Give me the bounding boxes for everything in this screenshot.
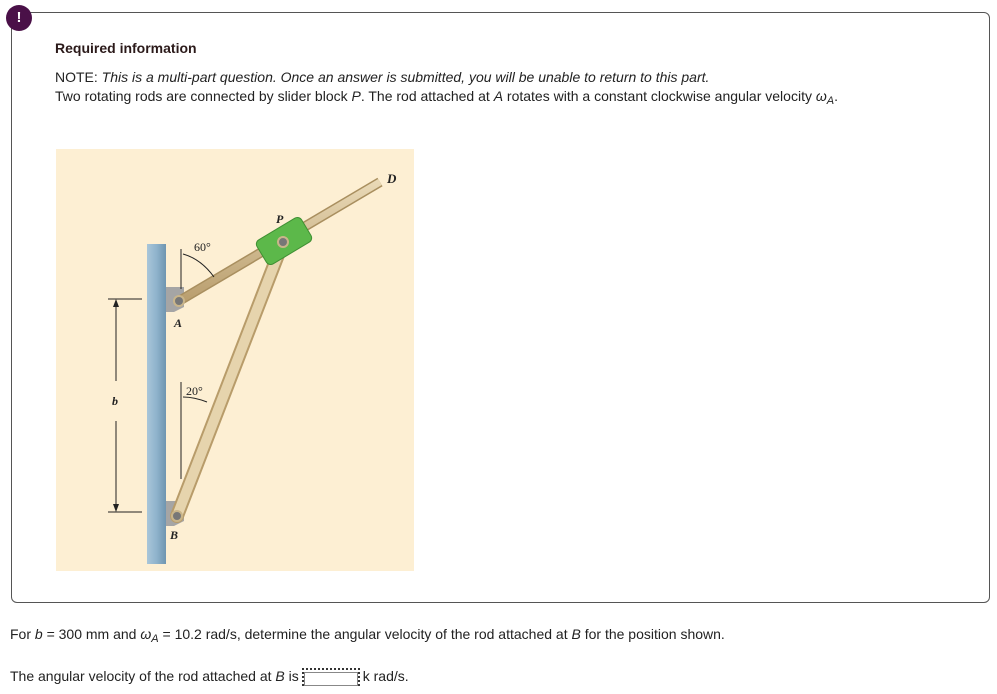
question-text — [10, 626, 725, 645]
angular-velocity-input[interactable] — [304, 672, 358, 686]
label-A: A — [174, 316, 183, 330]
var-B: B — [275, 668, 285, 684]
answer-input-wrapper — [302, 668, 360, 686]
note-italic: This is a multi-part question. Once an answer is submitted, you will be unable to return to this part. — [101, 69, 710, 85]
problem-description — [55, 87, 915, 111]
answer-unit: k rad/s. — [362, 668, 409, 684]
mechanism-diagram — [56, 149, 414, 571]
desc-text: Two rotating rods are connected by slider block — [55, 88, 352, 104]
omega-subscript: A — [151, 633, 159, 645]
answer-line — [10, 668, 409, 686]
note-prefix: NOTE: — [55, 69, 102, 85]
omega-symbol: ω — [815, 88, 827, 104]
label-D: D — [387, 171, 397, 186]
omega-subscript: A — [826, 95, 835, 107]
desc-text: . The rod attached at — [360, 88, 494, 104]
desc-text: . — [834, 88, 838, 104]
var-A: A — [493, 88, 504, 104]
omega-symbol: ω — [140, 626, 152, 642]
alert-icon: ! — [6, 5, 32, 31]
label-P: P — [276, 212, 284, 226]
pin-P — [278, 237, 288, 247]
angle-20: 20° — [186, 384, 203, 398]
pin-B — [172, 511, 182, 521]
var-B: B — [571, 626, 581, 642]
var-b: b — [34, 626, 43, 642]
answer-text: is — [284, 668, 299, 684]
label-b: b — [112, 394, 118, 408]
mechanism-figure — [56, 149, 414, 571]
required-information-title: Required information — [55, 40, 197, 56]
var-P: P — [351, 88, 361, 104]
q-text: For — [10, 626, 35, 642]
q-text: = 300 mm and — [42, 626, 141, 642]
label-B: B — [170, 528, 179, 542]
q-text: for the position shown. — [580, 626, 725, 642]
q-text: = 10.2 rad/s, determine the angular velocity of the rod attached at — [158, 626, 572, 642]
angle-60: 60° — [194, 240, 211, 254]
pin-A — [174, 296, 184, 306]
wall — [147, 244, 166, 564]
note-text — [55, 68, 915, 87]
desc-text: rotates with a constant clockwise angular velocity — [503, 88, 816, 104]
answer-text: The angular velocity of the rod attached at — [10, 668, 276, 684]
